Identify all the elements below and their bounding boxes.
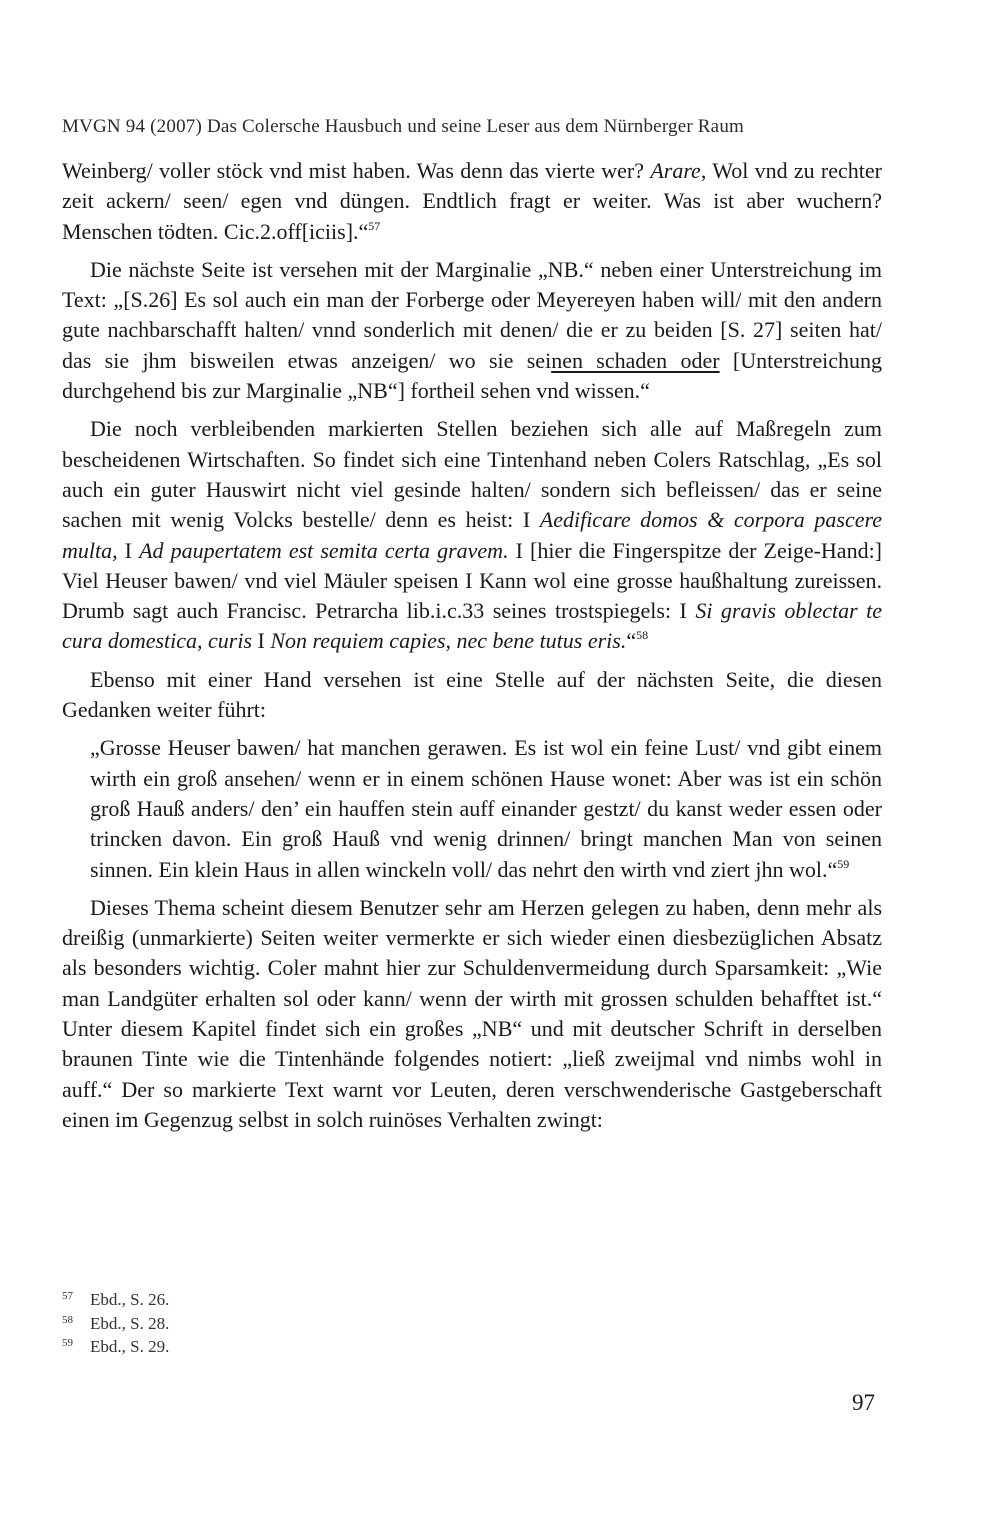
main-text bbox=[62, 156, 882, 1143]
text-run: I bbox=[252, 628, 271, 654]
footnote-text: Ebd., S. 28. bbox=[90, 1313, 170, 1333]
text-run: I [hier die Fingerspitze der Zeige-Hand:] Viel Heuser bawen/ vnd viel Mäuler speisen I Kann wol eine grosse haußhaltung zureissen. Drumb sagt auch Francisc. Petrarcha lib.i.c.33 seines trostspiegels: I bbox=[62, 537, 883, 624]
italic-text: Aedificare domos & corpora pascere multa, bbox=[62, 507, 882, 563]
footnote-ref-58[interactable]: 58 bbox=[636, 628, 649, 643]
italic-text: Arare bbox=[650, 158, 701, 183]
text-run: [Unterstreichung durchgehend bis zur Marginalie „NB“] fortheil sehen vnd wissen.“ bbox=[62, 347, 882, 404]
footnote-ref-59[interactable]: 59 bbox=[837, 856, 850, 871]
footnote-text: Ebd., S. 29. bbox=[90, 1337, 170, 1356]
footnote-text: Ebd., S. 26. bbox=[90, 1290, 170, 1309]
footnote: 59 Ebd., S. 29. bbox=[62, 1337, 170, 1356]
text-run: I bbox=[117, 537, 140, 563]
running-header: MVGN 94 (2007) Das Colersche Hausbuch und seine Leser aus dem Nürnberger Raum bbox=[62, 116, 744, 137]
text-run: Die noch verbleibenden markierten Stellen beziehen sich alle auf Maßregeln zum bescheidenen Wirtschaften. So findet sich eine Tintenhand neben Colers Ratschlag, „Es sol auch ein guter Hauswirt nicht viel gesinde halten/ sondern sich befleissen/ das er seine sachen mit wenig Volcks bestelle/ denn es heist: I bbox=[62, 416, 882, 533]
footnotes bbox=[62, 1288, 462, 1359]
paragraph: Ebenso mit einer Hand versehen ist eine Stelle auf der nächsten Seite, die diesen Gedanken weiter führt: bbox=[62, 666, 882, 723]
paragraph: Dieses Thema scheint diesem Benutzer sehr am Herzen gelegen zu haben, denn mehr als dreißig (unmarkierte) Seiten weiter vermerkte er sich wieder einen diesbezüglichen Absatz als besonders wichtig. Coler mahnt hier zur Schuldenvermeidung durch Sparsamkeit: „Wie man Landgüter erhalten sol oder kann/ wenn der wirth mit grossen schulden behafftet ist.“ Unter diesem Kapitel findet sich ein großes „NB“ und mit deutscher Schrift in derselben braunen Tinte wie die Tintenhände folgendes notiert: „ließ zweijmal vnd nimbs wohl in auff.“ Der so markierte Text warnt vor Leuten, deren verschwenderische Gastgeberschaft einen im Gegenzug selbst in solch ruinöses Verhalten zwingt: bbox=[62, 894, 882, 1132]
text-run: Die nächste Seite ist versehen mit der Marginalie „NB.“ neben einer Unterstreichung im Text: „[S.26] Es sol auch ein man der Forberge oder Meyereyen haben will/ mit den andern gute nachbarschafft halten/ vnnd sonderlich mit denen/ die er zu beiden [S. 27] seiten hat/ das sie jhm bisweilen etwas anzeigen/ wo sie sei bbox=[62, 256, 882, 373]
page-number: 97 bbox=[852, 1390, 875, 1415]
paragraph bbox=[62, 255, 882, 406]
text-run: Weinberg/ voller stöck vnd mist haben. Was denn das vierte wer? bbox=[62, 158, 651, 183]
text-run: , Wol vnd zu rechter zeit ackern/ seen/ egen vnd düngen. Endtlich fragt er weiter. Was ist aber wuchern? Menschen tödten. Cic.2.off[iciis].“ bbox=[62, 158, 882, 244]
underlined-text: nen schaden oder bbox=[551, 347, 720, 373]
footnote: 58 Ebd., S. 28. bbox=[62, 1313, 170, 1333]
footnote-ref-57[interactable]: 57 bbox=[368, 218, 381, 233]
italic-text: Ad paupertatem est semita certa gravem. bbox=[139, 537, 509, 563]
italic-text: Si gravis oblectar te cura domestica, curis bbox=[62, 598, 882, 654]
block-quote bbox=[90, 733, 882, 884]
paragraph-continued bbox=[62, 156, 882, 247]
text-run: “ bbox=[626, 628, 637, 654]
footnote: 57 Ebd., S. 26. bbox=[62, 1290, 170, 1309]
quote-text: „Grosse Heuser bawen/ hat manchen gerawen. Es ist wol ein feine Lust/ vnd gibt einem wirth ein groß ansehen/ wenn er in einem schönen Hause wonet: Aber was ist ein schön groß Hauß anders/ den’ ein hauffen stein auff einander gestzt/ du kanst weder essen oder trincken davon. Ein groß Hauß vnd wenig drinnen/ bringt manchen Man von seinen sinnen. Ein klein Haus in allen winckeln voll/ das nehrt den wirth vnd ziert jhn wol.“ bbox=[90, 735, 882, 882]
italic-text: Non requiem capies, nec bene tutus eris. bbox=[270, 628, 627, 654]
paragraph bbox=[62, 414, 882, 656]
